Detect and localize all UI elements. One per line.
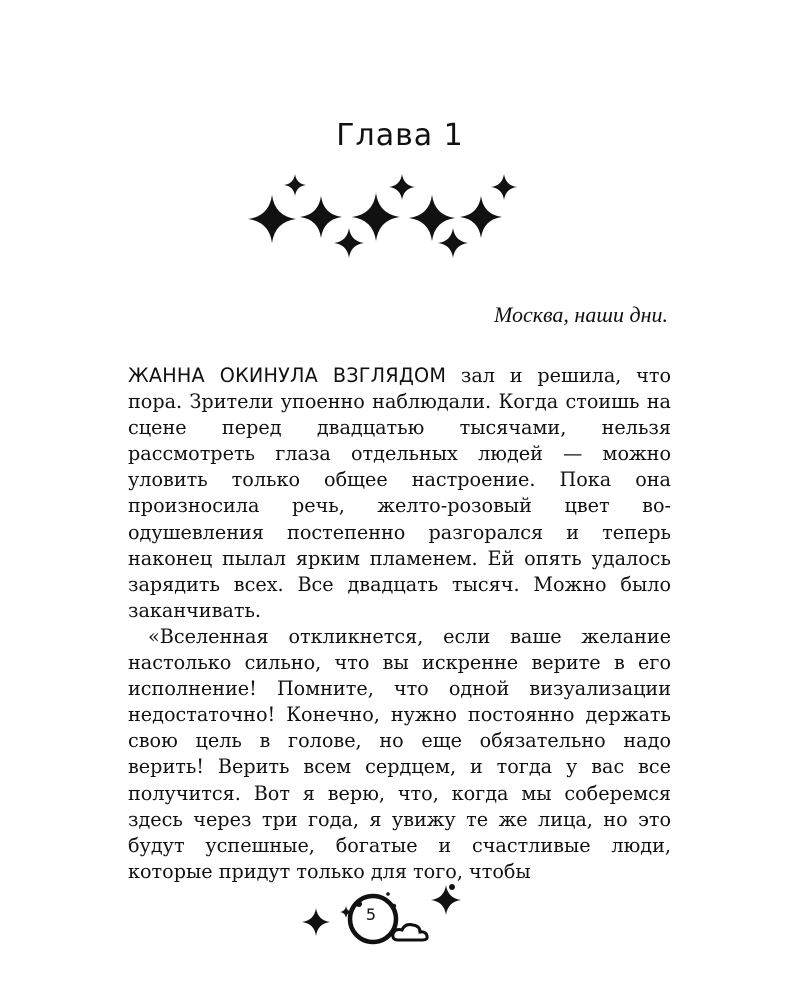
paragraph: «Вселенная откликнется, если ваше желание настолько сильно, что вы искренне верите в его исполнение! Помните, что одной визуализации недостаточно! Конечно, нужно постоянно держать свою цель в голове, но еще обязательно надо верить! Верить всем сердцем, и тогда у вас все получится. Вот я верю, что, когда мы соберемся здесь через три года, я увижу те же лица, но это будут успешные, богатые и счастливые люди, которые придут только для того, чтобы: [128, 624, 671, 883]
sparkle-icon: [300, 196, 342, 238]
lead-in-caps: ЖАННА ОКИНУЛА ВЗГЛЯДОМ: [128, 364, 447, 387]
sparkle-icon: [491, 174, 517, 200]
sparkle-icon: [389, 174, 415, 200]
page-number-ornament: [302, 882, 482, 952]
place-and-time: Москва, наши дни.: [493, 302, 668, 327]
sparkle-icon: [409, 195, 455, 241]
chapter-title: Глава 1: [336, 118, 464, 153]
sparkle-icon: [438, 228, 468, 258]
sparkle-stars-ornament: [245, 172, 535, 262]
sparkle-icon: [302, 908, 330, 936]
body-text: [128, 363, 671, 885]
cloud-icon: [393, 925, 427, 940]
sparkle-icon: [284, 174, 306, 196]
page-number: 5: [365, 905, 377, 924]
paragraph: [128, 363, 671, 624]
paragraph-text: зал и решила, что пора. Зрители упоенно наблюдали. Когда стоишь на сцене перед двадцатью тысячами, нельзя рассмотреть глаза отдельных людей — можно уловить только общее настроение. Пока она произносила речь, желто-розовый цвет воодушевления постепенно разгорался и теперь наконец пылал ярким пламенем. Ей опять удалось зарядить всех. Все двадцать тысяч. Можно было заканчивать.: [128, 364, 671, 622]
sparkle-icon: [460, 196, 502, 238]
sparkle-icon: [248, 195, 296, 243]
sparkle-icon: [352, 193, 400, 241]
sparkle-icon: [431, 885, 461, 915]
sparkle-icon: [334, 228, 364, 258]
